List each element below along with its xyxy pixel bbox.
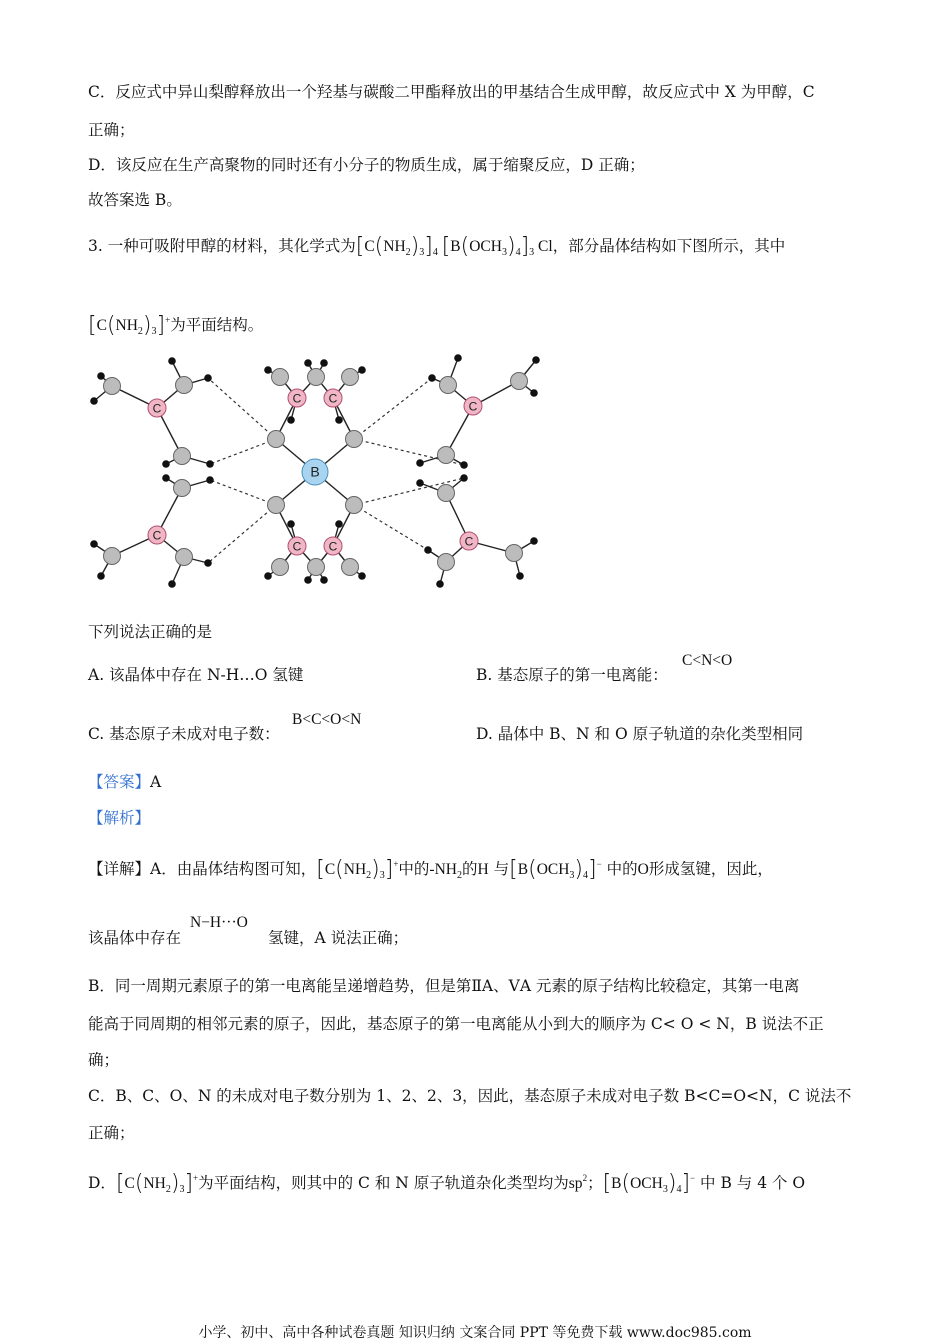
oxygen-nitrogen-atom	[308, 369, 325, 386]
hydrogen-atom	[304, 359, 312, 367]
oxygen-nitrogen-atom	[272, 559, 289, 576]
hydrogen-atom	[204, 559, 212, 567]
hydrogen-atom	[264, 572, 272, 580]
question3-intro-prefix: 3. 一种可吸附甲醇的材料，其化学式为	[88, 237, 356, 255]
explanation-d-line: D．$[C(NH_2)_3]^+$为平面结构，则其中的 C 和 N 原子轨道杂化类型均为$sp^2$；$[B(OCH_3)_4]^-$ 中 B 与 4 个 O	[88, 1171, 806, 1196]
hydrogen-atom	[97, 372, 105, 380]
hydrogen-atom	[97, 572, 105, 580]
carbon-label: C	[464, 534, 474, 549]
explanation-a-line1: 【详解】A．由晶体结构图可知，$[C(NH_2)_3]^+$中的$-NH_2$的H 与$[B(OCH_3)_4]^-$ 中的O形成氢键，因此，	[88, 857, 773, 882]
hydrogen-atom	[287, 520, 295, 528]
explanation-b-line2: 能高于同周期的相邻元素的原子，因此，基态原子的第一电离能从小到大的顺序为 C< O < N，B 说法不正	[88, 1015, 824, 1033]
hydrogen-atom	[530, 389, 538, 397]
oxygen-nitrogen-atom	[438, 485, 455, 502]
oxygen-nitrogen-atom	[506, 545, 523, 562]
explanation-a-line2: 该晶体中存在	[88, 929, 182, 947]
hydrogen-atom	[335, 416, 343, 424]
hydrogen-atom	[516, 572, 524, 580]
question3-formula: $[C(NH_2)_3]_4$ $[B(OCH_3)_4]_3$ Cl	[355, 234, 553, 259]
cation-formula-d: $[C(NH_2)_3]^+$	[115, 1171, 199, 1196]
sp2-formula: $sp^2$	[568, 1173, 588, 1192]
explanation-c-line1: C．反应式中异山梨醇释放出一个羟基与碳酸二甲酯释放出的甲基结合生成甲醇，故反应式中 X 为甲醇，C	[88, 83, 815, 101]
explanation-b-line3: 确；	[88, 1051, 120, 1069]
oxygen-nitrogen-atom	[104, 548, 121, 565]
carbon-label: C	[292, 391, 302, 406]
hydrogen-atom	[416, 479, 424, 487]
oxygen-nitrogen-atom	[174, 448, 191, 465]
oxygen-nitrogen-atom	[272, 369, 289, 386]
hydrogen-atom	[532, 356, 540, 364]
hydrogen-atom	[454, 354, 462, 362]
carbon-label: C	[152, 528, 162, 543]
hydrogen-atom	[90, 540, 98, 548]
oxygen-nitrogen-atom	[511, 373, 528, 390]
explanation-d-line: D．该反应在生产高聚物的同时还有小分子的物质生成，属于缩聚反应，D 正确；	[88, 156, 645, 174]
hydrogen-atom	[358, 572, 366, 580]
oxygen-nitrogen-atom	[346, 497, 363, 514]
hydrogen-atom	[287, 416, 295, 424]
hydrogen-atom	[168, 357, 176, 365]
anion-formula-d: $[B(OCH_3)_4]^-$	[602, 1171, 696, 1196]
nh-o-formula: N−H···O	[190, 914, 248, 931]
hydrogen-atom	[206, 460, 214, 468]
hydrogen-atom	[358, 366, 366, 374]
boron-label: B	[310, 463, 320, 480]
analysis-label: 【解析】	[88, 809, 151, 827]
option-c-formula: B<C<O<N	[292, 711, 362, 728]
hydrogen-atom	[428, 374, 436, 382]
option-c: C. 基态原子未成对电子数：	[88, 725, 280, 743]
hydrogen-atom	[206, 476, 214, 484]
question3-intro	[88, 236, 785, 263]
question3-intro-suffix: ，部分晶体结构如下图所示，其中	[552, 237, 786, 255]
hydrogen-atom	[162, 460, 170, 468]
hydrogen-atom	[90, 397, 98, 405]
oxygen-nitrogen-atom	[176, 549, 193, 566]
oxygen-nitrogen-atom	[438, 554, 455, 571]
explanation-c-line2: 正确；	[88, 121, 135, 139]
explanation-c-line1: C．B、C、O、N 的未成对电子数分别为 1、2、2、3，因此，基态原子未成对电子数 B<C=O<N，C 说法不	[88, 1087, 852, 1105]
oxygen-nitrogen-atom	[268, 497, 285, 514]
cation-formula-a: $[C(NH_2)_3]^+$	[316, 857, 399, 882]
carbon-label: C	[328, 391, 338, 406]
page-footer: 小学、初中、高中各种试卷真题 知识归纳 文案合同 PPT 等免费下载 www.doc985.com	[198, 1325, 752, 1341]
hydrogen-atom	[162, 474, 170, 482]
hydrogen-atom	[304, 576, 312, 584]
carbon-label: C	[292, 539, 302, 554]
planar-suffix: 为平面结构。	[170, 316, 264, 334]
oxygen-nitrogen-atom	[342, 369, 359, 386]
hydrogen-atom	[204, 374, 212, 382]
option-d: D. 晶体中 B、N 和 O 原子轨道的杂化类型相同	[476, 725, 804, 743]
carbon-label: C	[152, 401, 162, 416]
oxygen-nitrogen-atom	[174, 480, 191, 497]
oxygen-nitrogen-atom	[438, 447, 455, 464]
oxygen-nitrogen-atom	[440, 377, 457, 394]
hydrogen-atom	[530, 537, 538, 545]
hydrogen-atom	[416, 459, 424, 467]
hydrogen-atom	[460, 474, 468, 482]
oxygen-nitrogen-atom	[268, 431, 285, 448]
hydrogen-atom	[320, 576, 328, 584]
hydrogen-atom	[335, 520, 343, 528]
answer-line	[88, 772, 161, 792]
question3-prompt: 下列说法正确的是	[88, 623, 213, 641]
oxygen-nitrogen-atom	[176, 377, 193, 394]
answer-b-line: 故答案选 B。	[88, 191, 182, 209]
oxygen-nitrogen-atom	[308, 559, 325, 576]
nh2-group: $-NH_2$	[429, 861, 462, 881]
hydrogen-atom	[436, 580, 444, 588]
answer-value: A	[150, 773, 162, 791]
oxygen-nitrogen-atom	[104, 378, 121, 395]
carbon-label: C	[468, 399, 478, 414]
hydrogen-atom	[264, 366, 272, 374]
hydrogen-atom	[460, 461, 468, 469]
oxygen-nitrogen-atom	[346, 431, 363, 448]
cation-formula: $[C(NH_2)_3]^+$	[88, 313, 171, 338]
detail-label: 【详解】	[88, 860, 151, 878]
explanation-a-line2-suffix: 氢键，A 说法正确；	[268, 929, 409, 947]
oxygen-nitrogen-atom	[342, 559, 359, 576]
explanation-c-line2: 正确；	[88, 1124, 135, 1142]
carbon-label: C	[328, 539, 338, 554]
option-b: B. 基态原子的第一电离能：	[476, 666, 668, 684]
explanation-b-line1: B．同一周期元素原子的第一电离能呈递增趋势，但是第ⅡA、ⅤA 元素的原子结构比较稳定，其第一电离	[88, 977, 800, 995]
hydrogen-atom	[168, 580, 176, 588]
hydrogen-atom	[320, 359, 328, 367]
hydrogen-atom	[424, 546, 432, 554]
answer-label: 【答案】	[88, 773, 151, 791]
anion-formula-a: $[B(OCH_3)_4]^-$	[509, 857, 602, 882]
crystal-structure-diagram	[84, 348, 554, 588]
option-a: A. 该晶体中存在 N-H…O 氢键	[88, 666, 304, 684]
question3-planar-line	[88, 310, 263, 342]
option-b-formula: C<N<O	[682, 652, 733, 669]
